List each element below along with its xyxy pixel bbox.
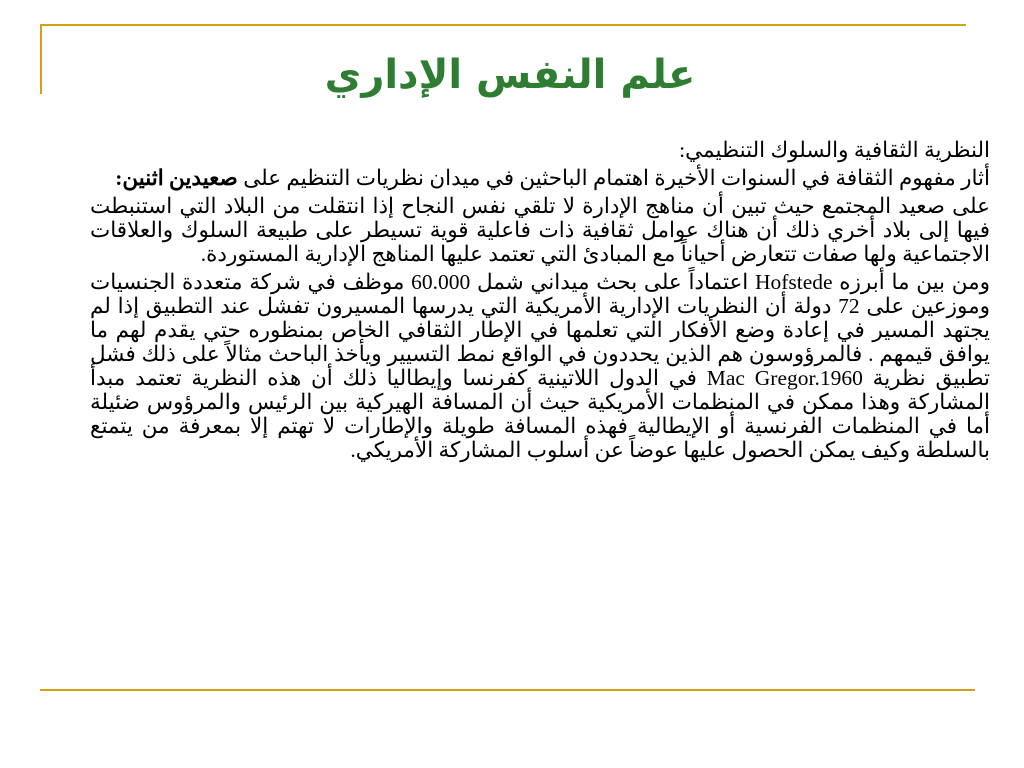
bottom-rule (40, 689, 975, 691)
paragraph-intro-bold: صعيدين اثنين: (115, 166, 238, 190)
paragraph-intro-text: أثار مفهوم الثقافة في السنوات الأخيرة اهتمام الباحثين في ميدان نظريات التنظيم على (237, 166, 990, 190)
paragraph-hofstede-text-a: ومن بين ما أبرزه (832, 270, 990, 294)
paragraph-hofstede-text-b: اعتماداً على بحث ميداني شمل 60.000 موظف في شركة متعددة الجنسيات وموزعين على 72 دولة أن النظريات الإدارية الأمريكية التي يدرسها المسيرون تفشل عند التطبيق إذا لم يجتهد المسير في إعادة وضع الأفكار التي تعلمها في الإطار الثقافي الخاص بمنظوره حتي يقدم لهم ما يوافق قيمهم . فالمرؤوسون هم الذين يحددون في الواقع نمط التسيير ويأخذ الباحث مثالاً على ذلك فشل تطبيق نظرية (90, 270, 990, 390)
hofstede-name: Hofstede (754, 270, 833, 294)
top-rule (40, 24, 966, 26)
paragraph-hofstede (60, 270, 990, 462)
slide-body (60, 138, 990, 466)
paragraph-society-text: على صعيد المجتمع حيث تبين أن مناهج الإدارة لا تلقي نفس النجاح إذا انتقلت من البلاد التي استنبطت فيها إلى بلاد أخري ذلك أن هناك عوامل ثقافية ذات فاعلية قوية تسيطر على طبيعة السلوك والعلاقات الاجتماعية ولها صفات تتعارض أحياناً مع المبادئ التي تعتمد عليها المناهج الإدارية المستوردة. (90, 194, 990, 266)
section-heading-text: النظرية الثقافية والسلوك التنظيمي: (679, 138, 990, 162)
paragraph-society (60, 194, 990, 266)
paragraph-hofstede-text-c: في الدول اللاتينية كفرنسا وإيطاليا ذلك أن هذه النظرية تعتمد مبدأ المشاركة وهذا ممكن في المنظمات الأمريكية حيث أن المسافة الهيركية بين الرئيس والمرؤوس ضئيلة أما في المنظمات الفرنسية أو الإيطالية فهذه المسافة طويلة والإطارات لا تهتم إلا بمعرفة من يتمتع بالسلطة وكيف يمكن الحصول عليها عوضاً عن أسلوب المشاركة الأمريكي. (90, 366, 990, 462)
slide-title: علم النفس الإداري (324, 52, 696, 98)
left-rule (40, 24, 42, 94)
section-heading (60, 138, 990, 162)
paragraph-intro (60, 166, 990, 190)
macgregor-name: Mac Gregor.1960 (706, 366, 863, 390)
